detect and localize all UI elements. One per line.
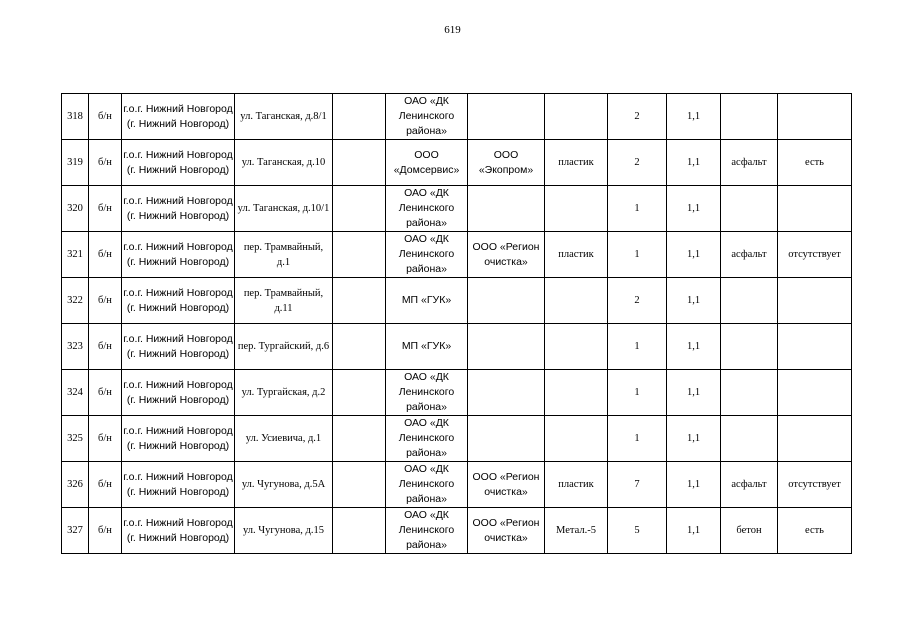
table-row [62,416,852,462]
fence-cell [778,370,852,416]
container-count-cell: 5 [608,508,667,554]
container-volume-cell: 1,1 [667,462,721,508]
container-volume-cell: 1,1 [667,370,721,416]
table-row [62,370,852,416]
operator-cell [468,416,545,462]
owner-cell: ОАО «ДК Ленинского района» [386,232,468,278]
owner-cell: ОАО «ДК Ленинского района» [386,370,468,416]
empty-cell [333,370,386,416]
table-row [62,324,852,370]
container-material-cell [545,94,608,140]
operator-cell: ООО «Регион очистка» [468,508,545,554]
owner-cell: ОАО «ДК Ленинского района» [386,416,468,462]
house-number-cell: б/н [89,278,122,324]
fence-cell [778,186,852,232]
container-count-cell: 1 [608,186,667,232]
locality-cell: г.о.г. Нижний Новгород (г. Нижний Новгород) [122,508,235,554]
fence-cell: есть [778,140,852,186]
operator-cell: ООО «Экопром» [468,140,545,186]
table-row [62,232,852,278]
house-number-cell: б/н [89,324,122,370]
operator-cell [468,94,545,140]
container-material-cell: пластик [545,462,608,508]
locality-cell: г.о.г. Нижний Новгород (г. Нижний Новгород) [122,186,235,232]
row-number-cell: 321 [62,232,89,278]
owner-cell: МП «ГУК» [386,324,468,370]
surface-type-cell [721,94,778,140]
address-cell: ул. Тургайская, д.2 [235,370,333,416]
container-material-cell: пластик [545,232,608,278]
locality-cell: г.о.г. Нижний Новгород (г. Нижний Новгород) [122,370,235,416]
fence-cell [778,94,852,140]
surface-type-cell [721,370,778,416]
table-body [62,94,852,554]
owner-cell: ОАО «ДК Ленинского района» [386,508,468,554]
container-count-cell: 1 [608,370,667,416]
empty-cell [333,278,386,324]
house-number-cell: б/н [89,186,122,232]
address-cell: пер. Тургайский, д.6 [235,324,333,370]
fence-cell [778,416,852,462]
container-count-cell: 7 [608,462,667,508]
surface-type-cell [721,186,778,232]
house-number-cell: б/н [89,94,122,140]
empty-cell [333,140,386,186]
empty-cell [333,416,386,462]
operator-cell [468,186,545,232]
container-volume-cell: 1,1 [667,324,721,370]
fence-cell: отсутствует [778,232,852,278]
fence-cell [778,278,852,324]
surface-type-cell: асфальт [721,232,778,278]
surface-type-cell: асфальт [721,140,778,186]
fence-cell [778,324,852,370]
table-row [62,462,852,508]
table-row [62,140,852,186]
table-row [62,186,852,232]
empty-cell [333,324,386,370]
table-row [62,278,852,324]
address-cell: ул. Усиевича, д.1 [235,416,333,462]
owner-cell: ОАО «ДК Ленинского района» [386,186,468,232]
container-material-cell [545,186,608,232]
container-count-cell: 1 [608,232,667,278]
locality-cell: г.о.г. Нижний Новгород (г. Нижний Новгород) [122,140,235,186]
container-volume-cell: 1,1 [667,94,721,140]
house-number-cell: б/н [89,140,122,186]
address-cell: пер. Трамвайный, д.11 [235,278,333,324]
row-number-cell: 320 [62,186,89,232]
container-count-cell: 2 [608,94,667,140]
operator-cell [468,370,545,416]
container-count-cell: 1 [608,416,667,462]
operator-cell [468,278,545,324]
address-cell: ул. Таганская, д.10 [235,140,333,186]
locality-cell: г.о.г. Нижний Новгород (г. Нижний Новгород) [122,278,235,324]
house-number-cell: б/н [89,370,122,416]
operator-cell [468,324,545,370]
row-number-cell: 323 [62,324,89,370]
empty-cell [333,462,386,508]
row-number-cell: 322 [62,278,89,324]
container-volume-cell: 1,1 [667,140,721,186]
container-material-cell [545,370,608,416]
locality-cell: г.о.г. Нижний Новгород (г. Нижний Новгород) [122,416,235,462]
row-number-cell: 318 [62,94,89,140]
owner-cell: ООО «Домсервис» [386,140,468,186]
container-count-cell: 2 [608,140,667,186]
owner-cell: МП «ГУК» [386,278,468,324]
surface-type-cell [721,416,778,462]
table-row [62,94,852,140]
empty-cell [333,94,386,140]
container-volume-cell: 1,1 [667,278,721,324]
address-cell: пер. Трамвайный, д.1 [235,232,333,278]
house-number-cell: б/н [89,232,122,278]
container-volume-cell: 1,1 [667,416,721,462]
locality-cell: г.о.г. Нижний Новгород (г. Нижний Новгород) [122,324,235,370]
locality-cell: г.о.г. Нижний Новгород (г. Нижний Новгород) [122,462,235,508]
address-cell: ул. Таганская, д.8/1 [235,94,333,140]
container-volume-cell: 1,1 [667,508,721,554]
container-material-cell: пластик [545,140,608,186]
house-number-cell: б/н [89,508,122,554]
row-number-cell: 319 [62,140,89,186]
surface-type-cell [721,324,778,370]
surface-type-cell: асфальт [721,462,778,508]
locality-cell: г.о.г. Нижний Новгород (г. Нижний Новгород) [122,94,235,140]
container-material-cell: Метал.-5 [545,508,608,554]
house-number-cell: б/н [89,462,122,508]
container-volume-cell: 1,1 [667,186,721,232]
container-count-cell: 2 [608,278,667,324]
container-material-cell [545,324,608,370]
address-cell: ул. Чугунова, д.5А [235,462,333,508]
waste-sites-table [61,93,852,554]
row-number-cell: 324 [62,370,89,416]
locality-cell: г.о.г. Нижний Новгород (г. Нижний Новгород) [122,232,235,278]
table-row [62,508,852,554]
empty-cell [333,186,386,232]
address-cell: ул. Чугунова, д.15 [235,508,333,554]
empty-cell [333,508,386,554]
row-number-cell: 326 [62,462,89,508]
surface-type-cell: бетон [721,508,778,554]
owner-cell: ОАО «ДК Ленинского района» [386,94,468,140]
operator-cell: ООО «Регион очистка» [468,232,545,278]
surface-type-cell [721,278,778,324]
address-cell: ул. Таганская, д.10/1 [235,186,333,232]
page-number: 619 [444,24,461,36]
container-material-cell [545,416,608,462]
empty-cell [333,232,386,278]
fence-cell: отсутствует [778,462,852,508]
owner-cell: ОАО «ДК Ленинского района» [386,462,468,508]
container-volume-cell: 1,1 [667,232,721,278]
container-material-cell [545,278,608,324]
operator-cell: ООО «Регион очистка» [468,462,545,508]
house-number-cell: б/н [89,416,122,462]
fence-cell: есть [778,508,852,554]
container-count-cell: 1 [608,324,667,370]
row-number-cell: 325 [62,416,89,462]
row-number-cell: 327 [62,508,89,554]
